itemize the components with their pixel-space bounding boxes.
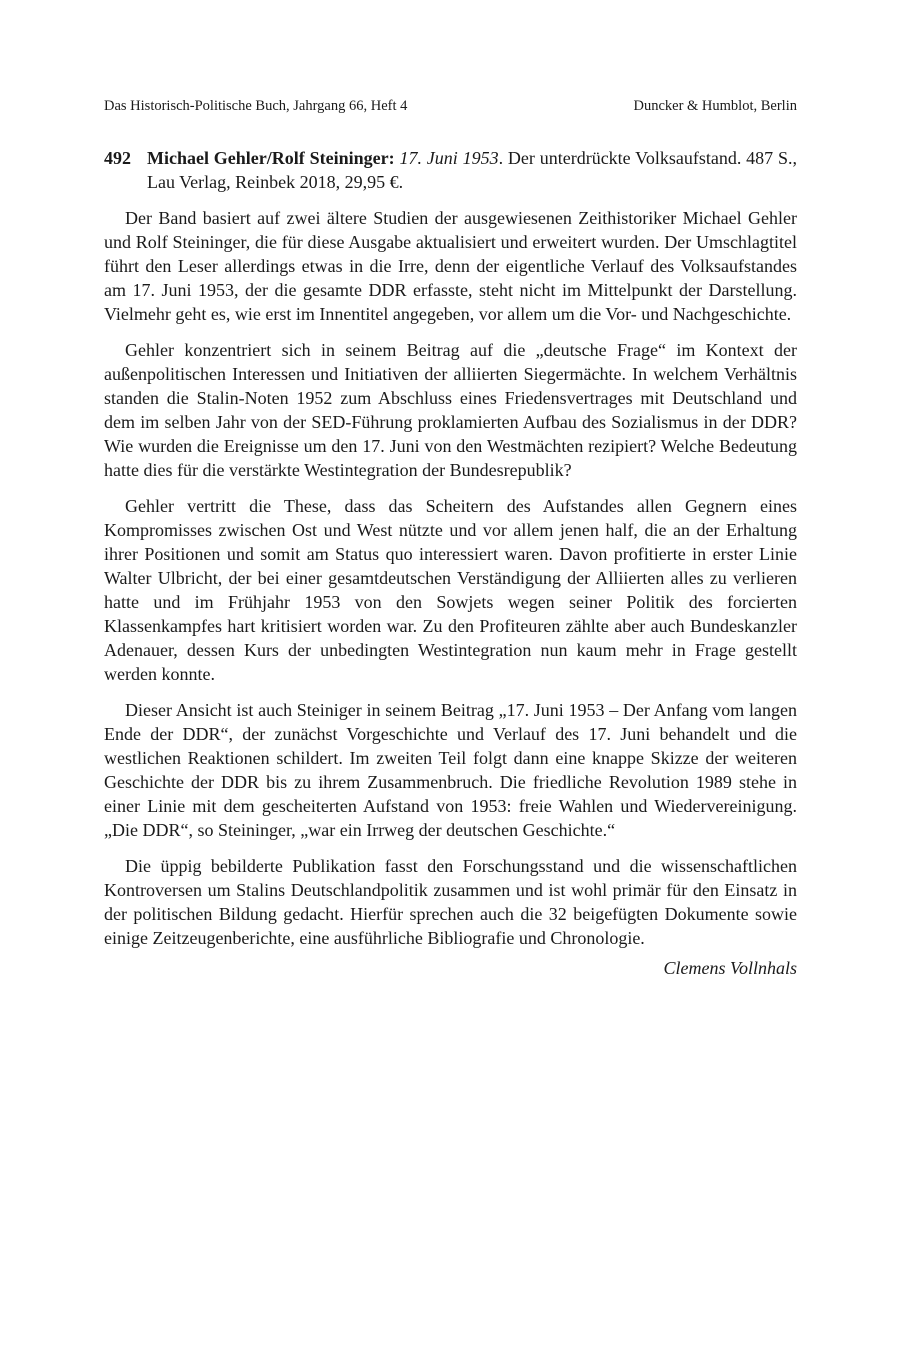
book-details: . Der unterdrückte Volksaufstand. 487 S., Lau Verlag, Reinbek 2018, 29,95 €.	[147, 148, 797, 192]
review-entry	[104, 146, 797, 980]
book-authors: Michael Gehler/Rolf Steininger:	[147, 148, 395, 168]
journal-title: Das Historisch-Politische Buch, Jahrgang 66, Heft 4	[104, 98, 408, 114]
reviewer-signature: Clemens Vollnhals	[663, 958, 797, 978]
review-paragraph-5: Die üppig bebilderte Publikation fasst den Forschungsstand und die wissenschaftlichen Kontroversen um Stalins Deutschlandpolitik zusammen und ist wohl primär für den Einsatz in der politischen Bildung gedacht. Hierfür sprechen auch die 32 beigefügten Dokumente sowie einige Zeitzeugenberichte, eine ausführliche Bibliografie und Chronologie.	[104, 856, 797, 948]
bibliographic-entry	[104, 146, 797, 194]
publisher-name: Duncker & Humblot, Berlin	[633, 98, 797, 114]
review-paragraph-3: Gehler vertritt die These, dass das Scheitern des Aufstandes allen Gegnern eines Kompromisses zwischen Ost und West nützte und vor allem jenen half, die an der Erhaltung ihrer Positionen und somit am Status quo interessiert waren. Davon profitierte in erster Linie Walter Ulbricht, der bei einer gesamtdeutschen Verständigung der Alliierten alles zu verlieren hatte und im Frühjahr 1953 von den Sowjets wegen seiner Politik des forcierten Klassenkampfes hart kritisiert worden war. Zu den Profiteuren zählte aber auch Bundeskanzler Adenauer, dessen Kurs der unbedingten Westintegration nun kaum mehr in Frage gestellt werden konnte.	[104, 496, 797, 684]
page	[104, 96, 797, 980]
entry-number: 492	[104, 148, 131, 168]
book-title: 17. Juni 1953	[399, 148, 499, 168]
running-header	[104, 96, 797, 116]
review-paragraph-1: Der Band basiert auf zwei ältere Studien der ausgewiesenen Zeithistoriker Michael Gehler und Rolf Steininger, die für diese Ausgabe aktualisiert und erweitert wurden. Der Umschlagtitel führt den Leser allerdings etwas in die Irre, denn der eigentliche Verlauf des Volksaufstandes am 17. Juni 1953, der die gesamte DDR erfasste, steht nicht im Mittelpunkt der Darstellung. Vielmehr geht es, wie erst im Innentitel angegeben, vor allem um die Vor- und Nachgeschichte.	[104, 208, 797, 324]
review-paragraph-4: Dieser Ansicht ist auch Steiniger in seinem Beitrag „17. Juni 1953 – Der Anfang vom langen Ende der DDR“, der zunächst Vorgeschichte und Verlauf des 17. Juni behandelt und die westlichen Reaktionen schildert. Im zweiten Teil folgt dann eine knappe Skizze der weiteren Geschichte der DDR bis zu ihrem Zusammenbruch. Die friedliche Revolution 1989 stehe in einer Linie mit dem gescheiterten Aufstand von 1953: freie Wahlen und Wiedervereinigung. „Die DDR“, so Steininger, „war ein Irrweg der deutschen Geschichte.“	[104, 700, 797, 840]
review-paragraph-2: Gehler konzentriert sich in seinem Beitrag auf die „deutsche Frage“ im Kontext der außenpolitischen Interessen und Initiativen der alliierten Siegermächte. In welchem Verhältnis standen die Stalin-Noten 1952 zum Abschluss eines Friedensvertrages mit Deutschland und dem im selben Jahr von der SED-Führung proklamierten Aufbau des Sozialismus in der DDR? Wie wurden die Ereignisse um den 17. Juni von den Westmächten rezipiert? Welche Bedeutung hatte dies für die verstärkte Westintegration der Bundesrepublik?	[104, 340, 797, 480]
